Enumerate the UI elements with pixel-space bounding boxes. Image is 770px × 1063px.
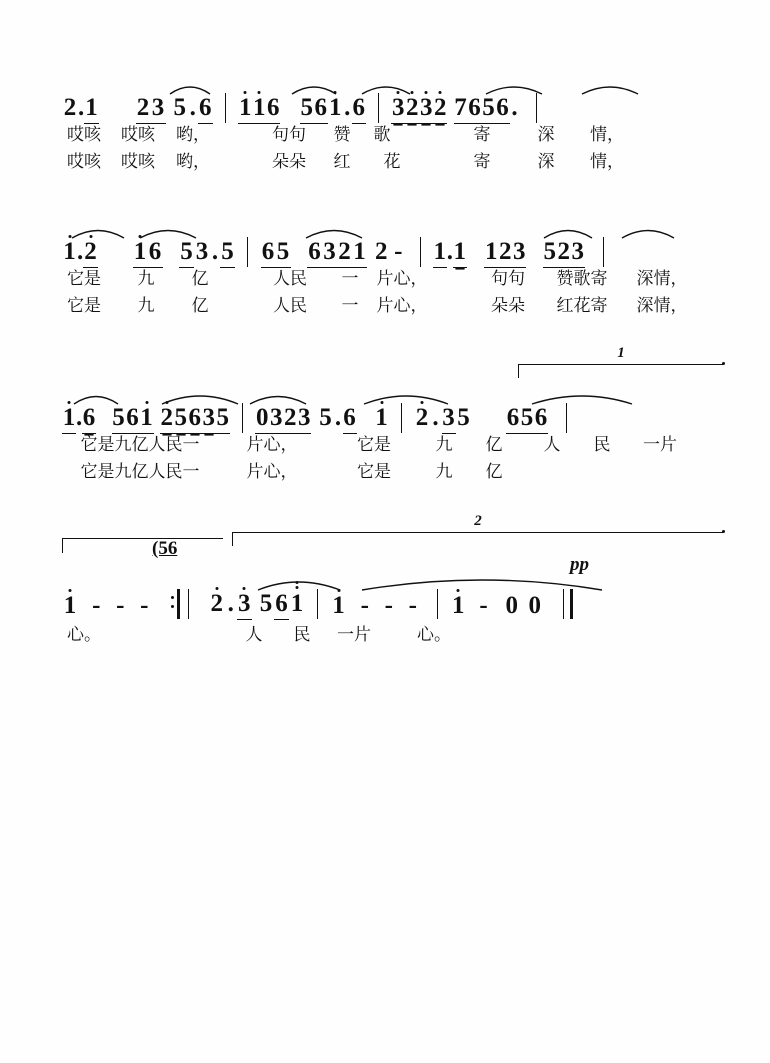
notation-row-4: 1 - - - 2 . 3 5 6 1 1 - - - 1 - 0 0 [62,574,722,616]
barline [566,403,567,433]
lyric-syllable: 句句 [272,125,306,145]
ending-bracket-dot [722,362,725,365]
lyric-syllable: 片心， [246,462,298,482]
barline [420,237,421,267]
barline [401,403,402,433]
lyric-syllable: 心。 [67,625,101,645]
lyric-row-3a [62,430,722,457]
repeat-barline-start [177,589,189,619]
music-system-3 [62,345,722,484]
lyric-syllable: 深 [537,125,555,145]
lyric-syllable: 片心， [246,435,298,455]
final-barline [563,589,573,619]
lyric-syllable: 人民 [273,269,307,289]
barline [603,237,604,267]
notation-row-3: 1.6 561 25635 0323 5 .6 1 2 . 3 5 656 [62,388,722,430]
lyric-syllable: 九 [435,435,453,455]
lyric-syllable: 深 [537,152,555,172]
lyric-syllable: 一片 [337,625,371,645]
lyric-row-2b [62,291,722,318]
lyric-syllable: 它是 [357,462,391,482]
lyric-syllable: 红 [333,152,351,172]
lyric-syllable: 片心， [376,296,428,316]
lyric-syllable: 一 [341,269,359,289]
lyric-syllable: 情， [590,152,624,172]
lyric-syllable: 亿 [191,296,209,316]
lyric-syllable: 它是 [67,296,101,316]
lyric-syllable: 花 [383,152,401,172]
lyric-syllable: 一片 [643,435,677,455]
lyric-syllable: 哎咳 [67,152,101,172]
lyric-syllable: 情， [590,125,624,145]
lyric-row-4a [62,620,722,647]
lyric-syllable: 它是 [357,435,391,455]
lyric-syllable: 红花寄 [556,296,608,316]
music-system-1 [62,78,722,174]
lyric-syllable: 赞歌寄 [556,269,608,289]
lyric-syllable: 亿 [485,462,503,482]
notation-row-2: 1.2 1 6 5 3 . 5 6 5 6 3 2 1 2 - 1.1 123 523 [62,222,722,264]
repeat-ending-2-bracket [232,513,723,546]
lyric-syllable: 民 [293,625,311,645]
lyric-syllable: 九 [435,462,453,482]
music-system-2 [62,222,722,318]
lyric-syllable: 寄 [473,152,491,172]
lyric-syllable: 寄 [473,125,491,145]
barline [225,93,226,123]
lyric-syllable: 它是 [67,269,101,289]
lyric-syllable: 哟， [176,152,210,172]
lyric-syllable: 人 [245,625,263,645]
lyric-syllable: 歌 [373,125,391,145]
lyric-syllable: 亿 [485,435,503,455]
lyric-syllable: 哎咳 [67,125,101,145]
lyric-syllable: 人民 [273,296,307,316]
lyric-syllable: 句句 [491,269,525,289]
lyric-syllable: 哎咳 [121,152,155,172]
repeat-ending-2-label: 2 [469,513,487,530]
lyric-syllable: 赞 [333,125,351,145]
lyric-syllable: 深情， [636,269,688,289]
barline [378,93,379,123]
repeat-ending-1-label: 1 [612,345,630,362]
lyric-syllable: 九 [137,269,155,289]
lyric-row-1a [62,120,722,147]
music-system-4 [62,513,722,647]
lyric-syllable: 哎咳 [121,125,155,145]
notation-row-1: 2.1 2 3 5 . 6 116 561 .6 3232 7656 . [62,78,722,120]
lyric-syllable: 哟， [176,125,210,145]
lyric-syllable: 片心， [376,269,428,289]
barline [242,403,243,433]
lyric-syllable: 心。 [417,625,451,645]
lyric-syllable: 一 [341,296,359,316]
lyric-syllable: 它是九亿人民一 [80,435,200,455]
lyric-syllable: 民 [593,435,611,455]
lyric-syllable: 亿 [191,269,209,289]
lyric-syllable: 人 [543,435,561,455]
barline [536,93,537,123]
lyric-syllable: 九 [137,296,155,316]
barline [437,589,438,619]
lyric-row-2a [62,264,722,291]
lyric-syllable: 朵朵 [491,296,525,316]
barline [317,589,318,619]
dynamic-pp: pp [570,554,589,575]
ending-bracket-dot [722,530,725,533]
lyric-syllable: 它是九亿人民一 [80,462,200,482]
lyric-row-1b [62,147,722,174]
barline [247,237,248,267]
lyric-syllable: 朵朵 [272,152,306,172]
ossia-note-annotation: (56 [152,538,178,559]
repeat-ending-1-continuation [62,538,223,553]
repeat-ending-1-bracket [518,345,723,378]
lyric-row-3b [62,457,722,484]
lyric-syllable: 深情， [636,296,688,316]
